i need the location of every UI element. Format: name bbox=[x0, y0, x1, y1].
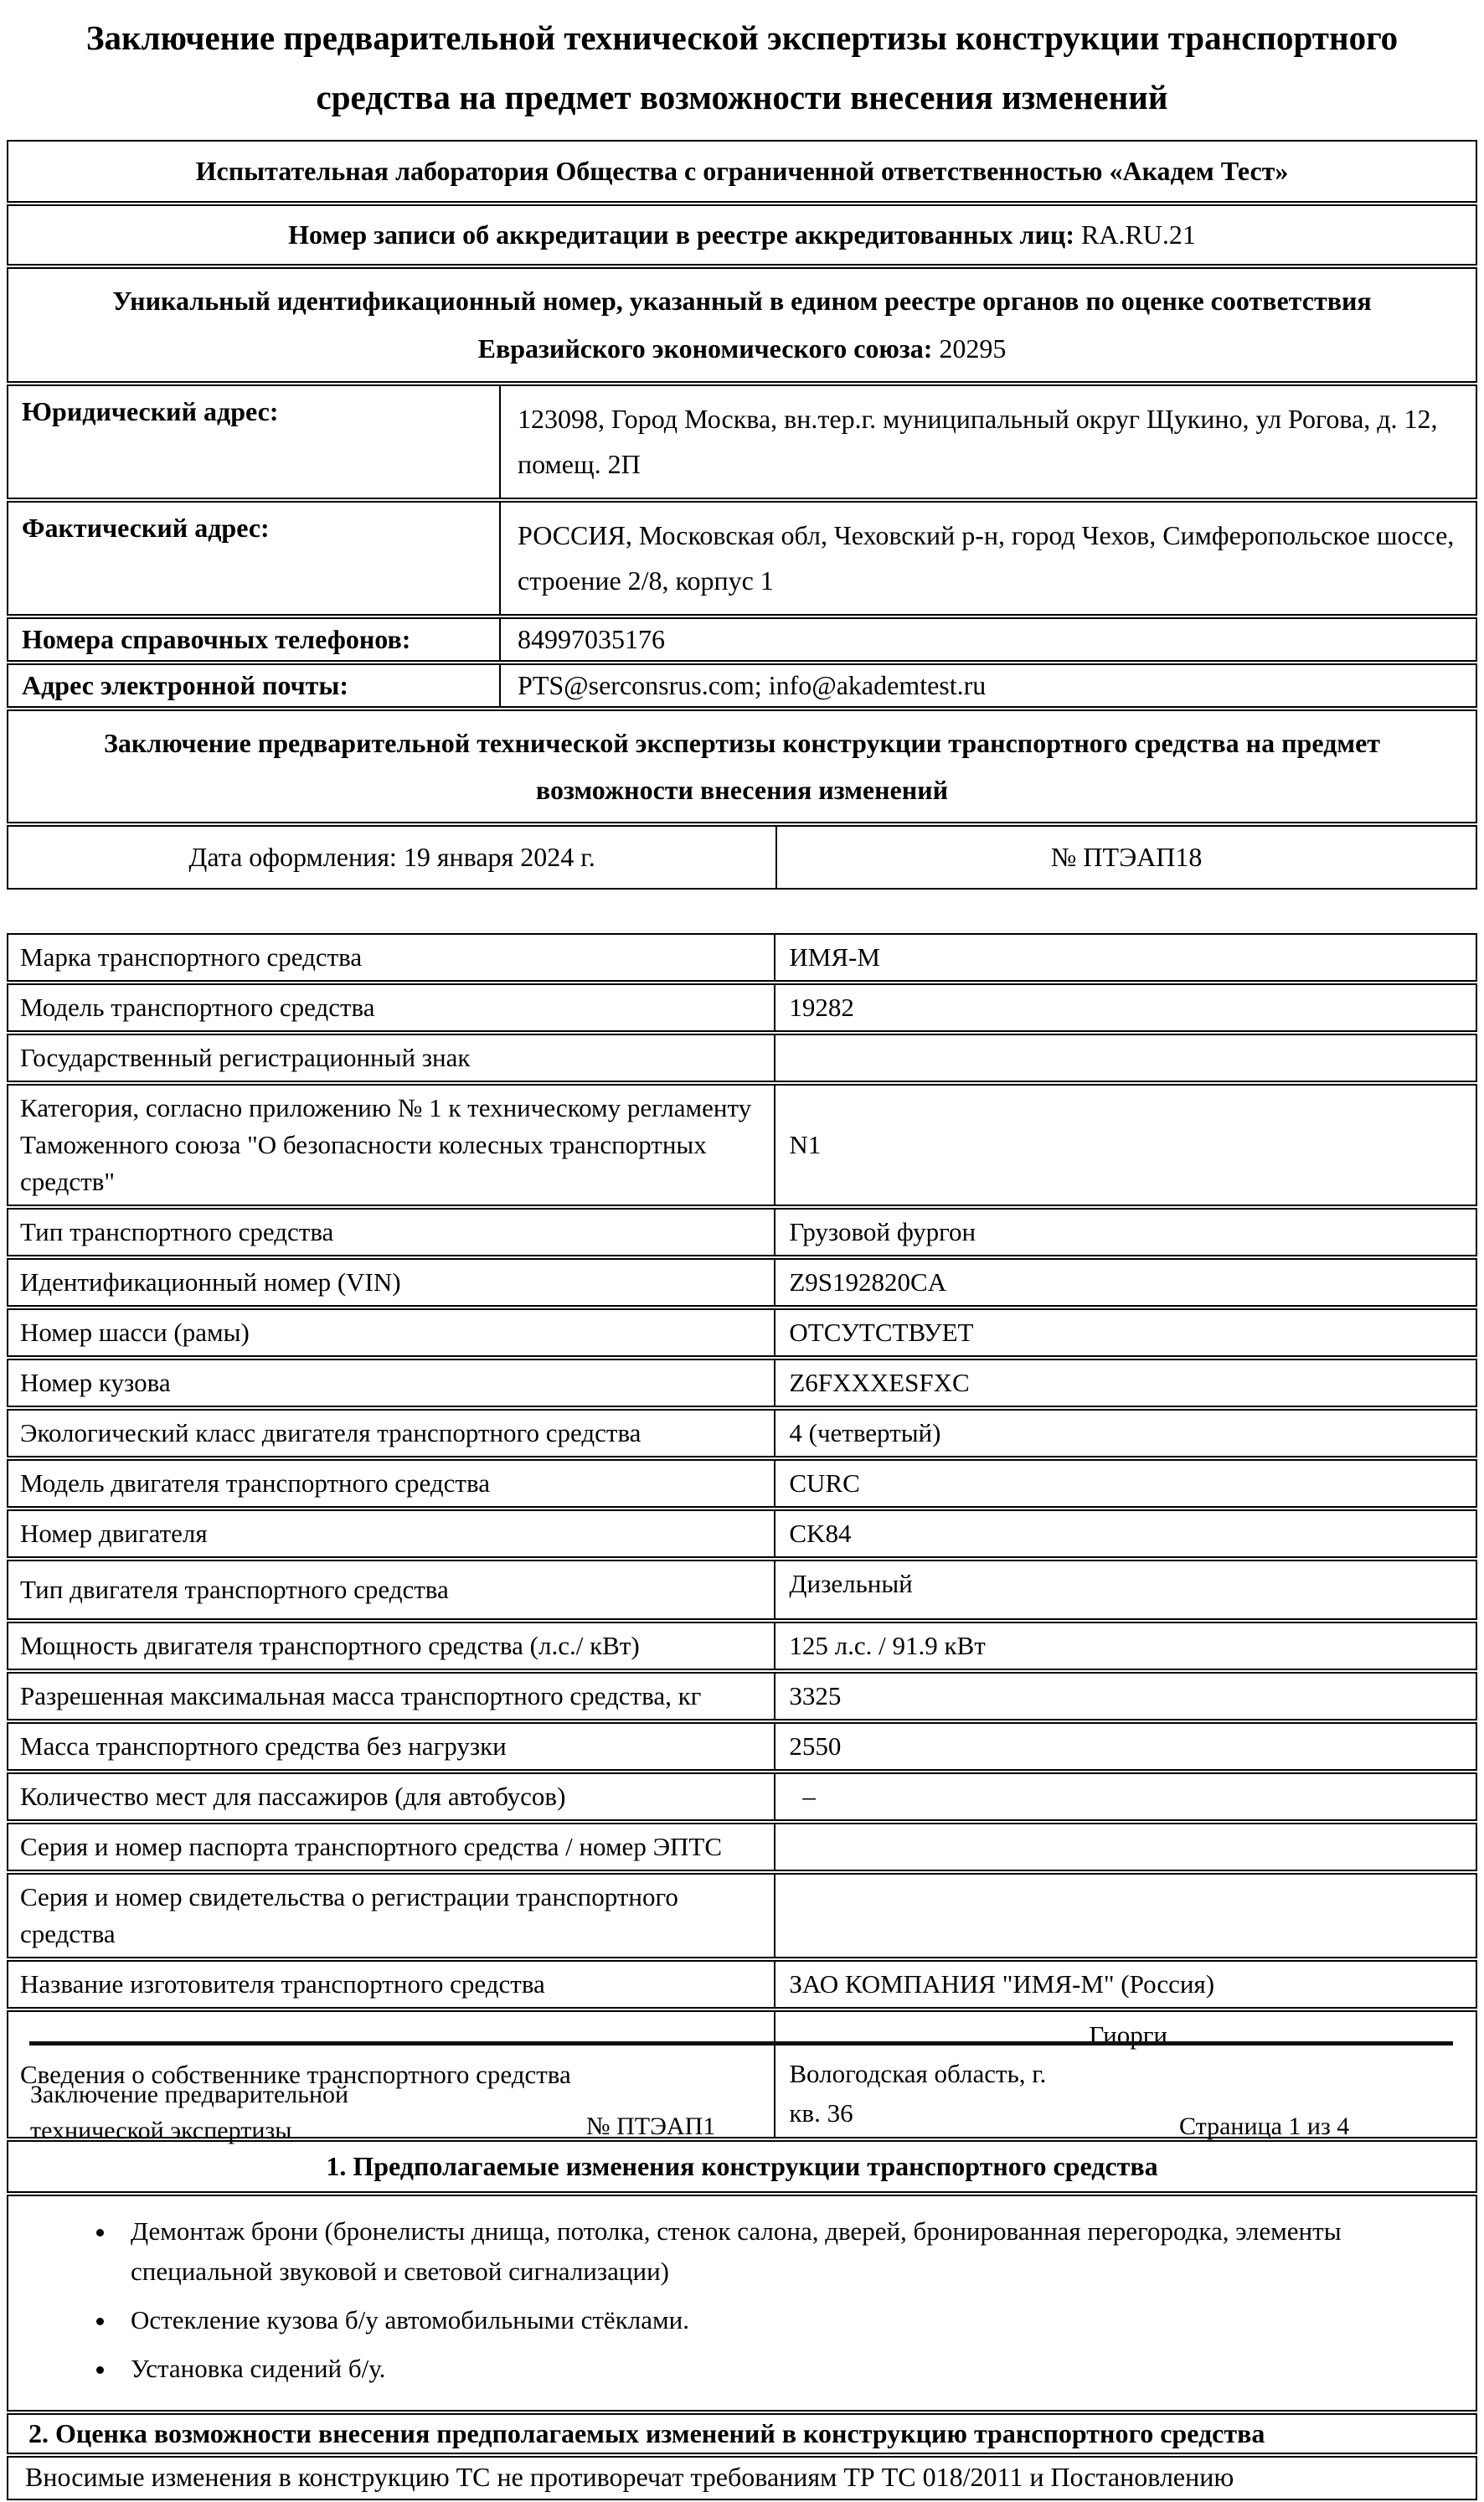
row-label-cell: Название изготовителя транспортного средства bbox=[7, 1960, 775, 2009]
table-row bbox=[7, 501, 1477, 616]
date-number-row bbox=[7, 825, 1477, 890]
eaeu-label-line2: Евразийского экономического союза: bbox=[477, 333, 933, 364]
row-value-cell: 19282 bbox=[775, 983, 1477, 1032]
row-value-cell bbox=[775, 1034, 1477, 1082]
lab-name: Испытательная лаборатория Общества с ограниченной ответственностью «Академ Тест» bbox=[7, 140, 1477, 203]
row-value-cell: 84997035176 bbox=[501, 617, 1477, 662]
list-item: • Установка сидений б/у. bbox=[117, 2349, 1357, 2389]
row-value-cell: Дизельный bbox=[775, 1560, 1477, 1620]
row-label-cell: Номер двигателя bbox=[7, 1509, 775, 1558]
eaeu-value: 20295 bbox=[939, 333, 1007, 364]
table-row bbox=[7, 140, 1477, 203]
row-value-cell: ОТСУТСТВУЕТ bbox=[775, 1308, 1477, 1357]
row-value-cell: ИМЯ-М bbox=[775, 933, 1477, 982]
list-item: • Остекление кузова б/у автомобильными стёклами. bbox=[117, 2300, 1357, 2340]
table-row bbox=[7, 267, 1477, 383]
row-value-cell: – bbox=[775, 1772, 1477, 1821]
row-label-cell: Количество мест для пассажиров (для автобусов) bbox=[7, 1772, 775, 1821]
owner-region: Вологодская область, г. bbox=[789, 2059, 1047, 2089]
table-row bbox=[7, 1622, 1477, 1670]
table-row bbox=[7, 617, 1477, 662]
table-row bbox=[7, 1672, 1477, 1720]
table-row bbox=[7, 1873, 1477, 1958]
accreditation-row bbox=[7, 204, 1477, 266]
conclusion-heading: Заключение предварительной технической экспертизы конструкции транспортного средства на предмет возможности внесения изменений bbox=[7, 709, 1477, 823]
row-label-cell: Адрес электронной почты: bbox=[7, 663, 501, 708]
table-row bbox=[7, 825, 1477, 890]
table-row bbox=[7, 204, 1477, 266]
row-label-cell: Государственный регистрационный знак bbox=[7, 1034, 775, 1082]
row-value-cell bbox=[775, 1873, 1477, 1958]
row-value-cell: 4 (четвертый) bbox=[775, 1409, 1477, 1457]
row-label-cell: Модель двигателя транспортного средства bbox=[7, 1459, 775, 1508]
accreditation-label: Номер записи об аккредитации в реестре аккредитованных лиц: bbox=[288, 219, 1074, 250]
row-label-cell: Номер шасси (рамы) bbox=[7, 1308, 775, 1357]
table-row bbox=[7, 384, 1477, 499]
row-value-cell bbox=[775, 1823, 1477, 1871]
row-value-cell: N1 bbox=[775, 1084, 1477, 1206]
row-label-cell: Разрешенная максимальная масса транспортного средства, кг bbox=[7, 1672, 775, 1720]
table-row bbox=[7, 1084, 1477, 1206]
eaeu-label-line1: Уникальный идентификационный номер, указанный в едином реестре органов по оценке соответствия bbox=[112, 286, 1372, 317]
row-value-cell: 2550 bbox=[775, 1722, 1477, 1771]
table-row bbox=[7, 1560, 1477, 1620]
footer-page-number: Страница 1 из 4 bbox=[1179, 2113, 1350, 2140]
table-row bbox=[7, 1509, 1477, 1558]
section2-heading: 2. Оценка возможности внесения предполагаемых изменений в конструкцию транспортного средства bbox=[7, 2413, 1477, 2454]
table-row bbox=[7, 1459, 1477, 1508]
row-value-cell: CK84 bbox=[775, 1509, 1477, 1558]
document-title: Заключение предварительной технической экспертизы конструкции транспортного средства на предмет возможности внесения изменений bbox=[85, 18, 1399, 116]
row-label-cell: Серия и номер свидетельства о регистрации транспортного средства bbox=[7, 1873, 775, 1958]
list-item: • Демонтаж брони (бронелисты днища, потолка, стенок салона, дверей, бронированная перегородка, элементы специальной звуковой и световой сигнализации) bbox=[117, 2211, 1357, 2292]
accreditation-value: RA.RU.21 bbox=[1081, 219, 1196, 250]
row-value-cell: РОССИЯ, Московская обл, Чеховский р-н, город Чехов, Симферопольское шоссе, строение 2/8, корпус 1 bbox=[501, 501, 1477, 616]
table-row bbox=[7, 1960, 1477, 2009]
table-row bbox=[7, 1823, 1477, 1871]
row-value-cell: PTS@serconsrus.com; info@akademtest.ru bbox=[501, 663, 1477, 708]
footer-divider bbox=[29, 2041, 1453, 2045]
row-label-cell: Фактический адрес: bbox=[7, 501, 501, 616]
row-label-cell: Тип двигателя транспортного средства bbox=[7, 1560, 775, 1620]
spacer bbox=[7, 891, 1477, 931]
footer-document-name bbox=[30, 2077, 348, 2149]
row-label-cell: Категория, согласно приложению № 1 к техническому регламенту Таможенного союза "О безопасности колесных транспортных средств" bbox=[7, 1084, 775, 1206]
row-value-cell: ЗАО КОМПАНИЯ "ИМЯ-М" (Россия) bbox=[775, 1960, 1477, 2009]
table-row bbox=[7, 2195, 1477, 2411]
table-row bbox=[7, 983, 1477, 1032]
eaeu-number-row bbox=[7, 267, 1477, 383]
table-row bbox=[7, 1772, 1477, 1821]
section2-body: Вносимые изменения в конструкцию ТС не противоречат требованиям ТР ТС 018/2011 и Постановлению bbox=[7, 2456, 1477, 2500]
table-row bbox=[7, 1722, 1477, 1771]
row-label-cell: Экологический класс двигателя транспортного средства bbox=[7, 1409, 775, 1457]
section1-heading: 1. Предполагаемые изменения конструкции транспортного средства bbox=[7, 2140, 1477, 2193]
table-row bbox=[7, 2413, 1477, 2454]
owner-apartment: кв. 36 bbox=[789, 2097, 853, 2128]
owner-value-cell bbox=[775, 2010, 1477, 2139]
row-label-cell: Номер кузова bbox=[7, 1359, 775, 1407]
row-label-cell: Масса транспортного средства без нагрузки bbox=[7, 1722, 775, 1771]
table-row bbox=[7, 1359, 1477, 1407]
table-row bbox=[7, 1034, 1477, 1082]
table-row bbox=[7, 709, 1477, 823]
row-label-cell: Номера справочных телефонов: bbox=[7, 617, 501, 662]
row-value-cell: CURC bbox=[775, 1459, 1477, 1508]
row-value-cell: 3325 bbox=[775, 1672, 1477, 1720]
row-label-cell: Марка транспортного средства bbox=[7, 933, 775, 982]
table-row bbox=[7, 933, 1477, 982]
section1-bullet-list bbox=[7, 2195, 1477, 2411]
laboratory-info-table bbox=[7, 138, 1477, 890]
table-row bbox=[7, 1208, 1477, 1256]
footer-doc-line1: Заключение предварительной bbox=[30, 2081, 349, 2108]
row-label-cell: Серия и номер паспорта транспортного средства / номер ЭПТС bbox=[7, 1823, 775, 1871]
owner-label-cell: Сведения о собственнике транспортного средства bbox=[7, 2010, 775, 2139]
row-value-cell: Z9S192820CA bbox=[775, 1258, 1477, 1307]
footer-document-number: № ПТЭАП1 bbox=[586, 2113, 716, 2140]
row-value-cell: Z6FXXXESFXC bbox=[775, 1359, 1477, 1407]
row-value-cell: Грузовой фургон bbox=[775, 1208, 1477, 1256]
owner-name: Гиорги bbox=[1089, 2020, 1167, 2050]
table-row bbox=[7, 1258, 1477, 1307]
issue-date: Дата оформления: 19 января 2024 г. bbox=[188, 841, 595, 872]
row-label-cell: Юридический адрес: bbox=[7, 384, 501, 499]
table-row bbox=[7, 1409, 1477, 1457]
footer-doc-line2: технической экспертизы bbox=[30, 2116, 292, 2144]
row-value-cell: 123098, Город Москва, вн.тер.г. муниципальный округ Щукино, ул Рогова, д. 12, помещ. 2П bbox=[501, 384, 1477, 499]
table-row bbox=[7, 1308, 1477, 1357]
row-label-cell: Модель транспортного средства bbox=[7, 983, 775, 1032]
table-row bbox=[7, 663, 1477, 708]
document-number: № ПТЭАП18 bbox=[775, 827, 1476, 888]
row-value-cell: 125 л.с. / 91.9 кВт bbox=[775, 1622, 1477, 1670]
vehicle-data-table bbox=[7, 931, 1477, 2502]
row-label-cell: Мощность двигателя транспортного средства (л.с./ кВт) bbox=[7, 1622, 775, 1670]
row-label-cell: Идентификационный номер (VIN) bbox=[7, 1258, 775, 1307]
row-label-cell: Тип транспортного средства bbox=[7, 1208, 775, 1256]
table-row bbox=[7, 2456, 1477, 2500]
